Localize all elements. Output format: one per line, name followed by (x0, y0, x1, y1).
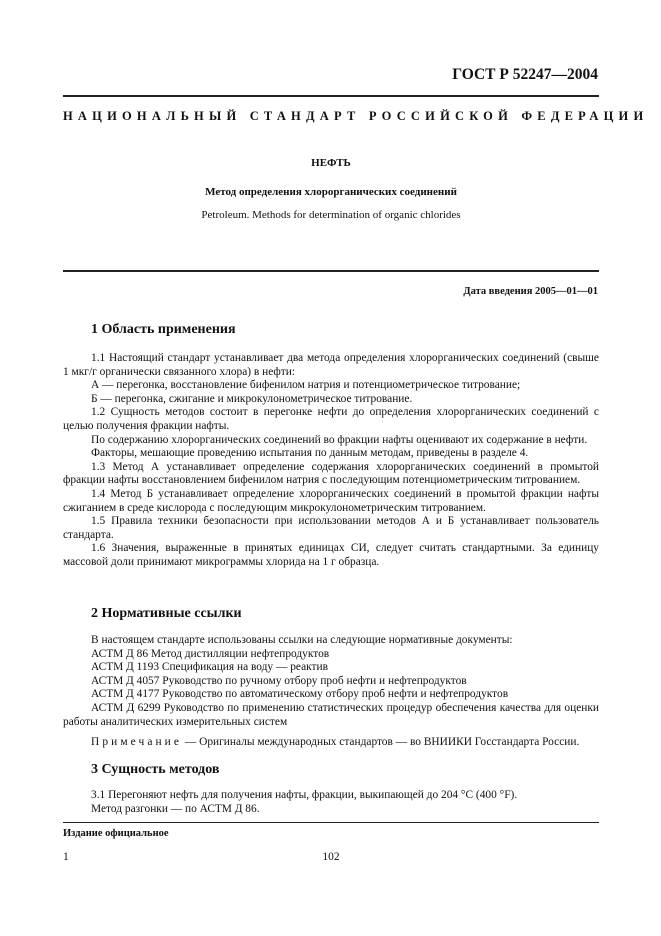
introduction-date: Дата введения 2005—01—01 (463, 286, 598, 297)
paragraph: 1.2 Сущность методов состоит в перегонке нефти до определения хлорорганических соединений с целью получения фракции нафты. (63, 406, 599, 432)
reference-item: АСТМ Д 4177 Руководство по автоматическому отбору проб нефти и нефтепродуктов (91, 688, 509, 701)
document-subtitle: Метод определения хлорорганических соединений (205, 186, 457, 198)
paragraph: Метод разгонки — по АСТМ Д 86. (91, 802, 260, 815)
paragraph: А — перегонка, восстановление бифенилом натрия и потенциометрическое титрование; (91, 379, 521, 392)
header-rule (63, 95, 599, 97)
reference-item: АСТМ Д 6299 Руководство по применению статистических процедур обеспечения качества для оценки работы аналитических измерительных систем (63, 701, 599, 728)
document-title: НЕФТЬ (311, 157, 351, 169)
title-rule (63, 270, 599, 272)
page-marker-left: 1 (63, 851, 69, 863)
section-3-heading: 3 Сущность методов (91, 762, 220, 777)
note (91, 736, 579, 748)
reference-item: АСТМ Д 1193 Спецификация на воду — реактив (91, 661, 328, 674)
paragraph: 1.5 Правила техники безопасности при использовании методов А и Б устанавливает пользователь стандарта. (63, 515, 599, 541)
paragraph: Факторы, мешающие проведению испытания по данным методам, приведены в разделе 4. (91, 447, 529, 460)
paragraph: По содержанию хлорорганических соединений во фракции нафты оценивают их содержание в нефти. (91, 433, 588, 446)
paragraph: Б — перегонка, сжигание и микрокулонометрическое титрование. (91, 392, 413, 405)
page-number: 102 (322, 851, 340, 863)
section-1-body (63, 352, 599, 570)
reference-item: АСТМ Д 4057 Руководство по ручному отбору проб нефти и нефтепродуктов (91, 674, 467, 687)
paragraph: 1.3 Метод А устанавливает определение содержания хлорорганических соединений в промытой фракции нафты восстановлением бифенилом натрия с последующим потенциометрическим титрованием. (63, 460, 599, 487)
section-3-body (63, 789, 599, 816)
paragraph: В настоящем стандарте использованы ссылки на следующие нормативные документы: (91, 634, 513, 646)
note-text: — Оригиналы международных стандартов — во ВНИИКИ Госстандарта России. (182, 736, 580, 748)
paragraph: 1.4 Метод Б устанавливает определение хлорорганических соединений в промытой фракции нафты сжиганием в среде кислорода с последующим микрокулонометрическим титрованием. (63, 487, 599, 514)
section-2-heading: 2 Нормативные ссылки (91, 606, 242, 621)
footer-rule (63, 822, 599, 823)
reference-item: АСТМ Д 86 Метод дистилляции нефтепродуктов (91, 647, 330, 660)
section-1-heading: 1 Область применения (91, 322, 236, 337)
official-edition-label: Издание официальное (63, 828, 169, 839)
english-title: Petroleum. Methods for determination of organic chlorides (201, 209, 461, 221)
paragraph: 1.1 Настоящий стандарт устанавливает два метода определения хлорорганических соединений (свыше 1 мкг/г органически связанного хлора) в нефти: (63, 352, 599, 378)
paragraph: 3.1 Перегоняют нефть для получения нафты, фракции, выкипающей до 204 °С (400 °F). (91, 789, 518, 801)
national-standard-banner: НАЦИОНАЛЬНЫЙ СТАНДАРТ РОССИЙСКОЙ ФЕДЕРАЦИИ (63, 109, 649, 123)
note-label: Примечание (91, 736, 183, 748)
section-2-body (63, 634, 599, 729)
paragraph: 1.6 Значения, выраженные в принятых единицах СИ, следует считать стандартными. За единицу массовой доли принимают микрограммы хлорида на 1 г образца. (63, 542, 599, 568)
standard-code: ГОСТ Р 52247—2004 (452, 66, 598, 83)
